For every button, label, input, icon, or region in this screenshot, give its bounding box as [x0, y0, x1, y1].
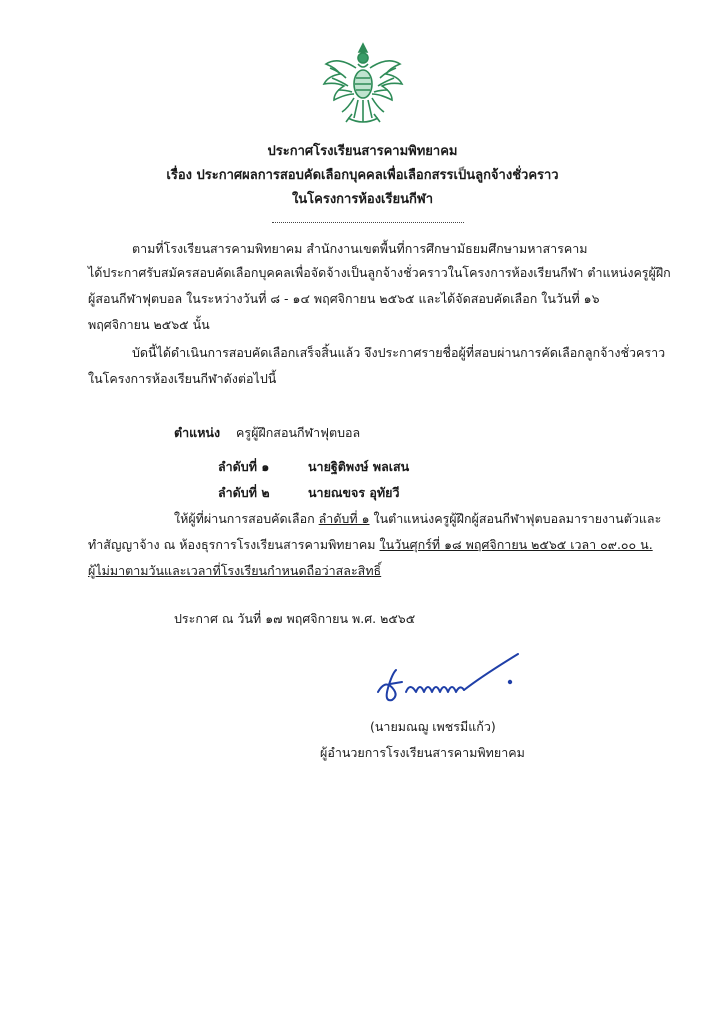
handwritten-signature-icon: [372, 648, 522, 706]
paragraph-1-line-4: พฤศจิกายน ๒๕๖๕ นั้น: [88, 317, 210, 332]
p3-line2-text: ทำสัญญาจ้าง ณ ห้องธุรการโรงเรียนสารคามพิทยาคม: [88, 537, 380, 552]
signer-title: ผู้อำนวยการโรงเรียนสารคามพิทยาคม: [320, 745, 525, 760]
paragraph-1-line-2: ได้ประกาศรับสมัครสอบคัดเลือกบุคคลเพื่อจัดจ้างเป็นลูกจ้างชั่วคราวในโครงการห้องเรียนกีฬา ตำแหน่งครูผู้ฝึก: [88, 265, 671, 280]
announcement-title: ประกาศโรงเรียนสารคามพิทยาคม: [267, 144, 458, 159]
paragraph-3-line-2: [88, 536, 653, 554]
position-row: [174, 424, 360, 442]
paragraph-2-line-2: ในโครงการห้องเรียนกีฬาดังต่อไปนี้: [88, 371, 277, 386]
announcement-subject: เรื่อง ประกาศผลการสอบคัดเลือกบุคคลเพื่อเลือกสรรเป็นลูกจ้างชั่วคราว: [166, 168, 559, 183]
p3-rank-underlined: ลำดับที่ ๑: [318, 511, 370, 526]
paragraph-2-line-1: บัดนี้ได้ดำเนินการสอบคัดเลือกเสร็จสิ้นแล้ว จึงประกาศรายชื่อผู้ที่สอบผ่านการคัดเลือกลูกจ้างชั่วคราว: [132, 345, 666, 360]
announcement-subject-cont: ในโครงการห้องเรียนกีฬา: [291, 192, 434, 207]
dotted-divider: [272, 222, 464, 223]
paragraph-1-line-1: ตามที่โรงเรียนสารคามพิทยาคม สำนักงานเขตพื้นที่การศึกษามัธยมศึกษามหาสารคาม: [132, 241, 588, 256]
paragraph-1-line-3: ผู้สอนกีฬาฟุตบอล ในระหว่างวันที่ ๘ - ๑๔ พฤศจิกายน ๒๕๖๕ และได้จัดสอบคัดเลือก ในวันที่ ๑๖: [88, 291, 600, 306]
position-label: ตำแหน่ง: [174, 425, 221, 440]
rank-2-label: ลำดับที่ ๒: [218, 485, 270, 500]
position-value: ครูผู้ฝึกสอนกีฬาฟุตบอล: [236, 425, 361, 440]
rank-1-name: นายฐิติพงษ์ พลเสน: [308, 459, 410, 474]
rank-1-label: ลำดับที่ ๑: [218, 459, 270, 474]
garuda-emblem-icon: [318, 38, 408, 130]
p3-text-c: ในตำแหน่งครูผู้ฝึกผู้สอนกีฬาฟุตบอลมารายงานตัวและ: [369, 511, 662, 526]
p3-text-a: ให้ผู้ที่ผ่านการสอบคัดเลือก: [174, 511, 319, 526]
announce-date: ประกาศ ณ วันที่ ๑๗ พฤศจิกายน พ.ศ. ๒๕๖๕: [174, 611, 416, 626]
p3-date-underlined: ในวันศุกร์ที่ ๑๘ พฤศจิกายน ๒๕๖๕ เวลา ๐๙.๐๐ น.: [379, 537, 653, 552]
paragraph-3-line-1: [174, 510, 661, 528]
signer-name: (นายมณฌู เพชรมีแก้ว): [370, 719, 496, 734]
paragraph-3-line-3: ผู้ไม่มาตามวันและเวลาที่โรงเรียนกำหนดถือว่าสละสิทธิ์: [88, 563, 382, 578]
rank-2-name: นายณขจร อุทัยวี: [308, 485, 400, 500]
